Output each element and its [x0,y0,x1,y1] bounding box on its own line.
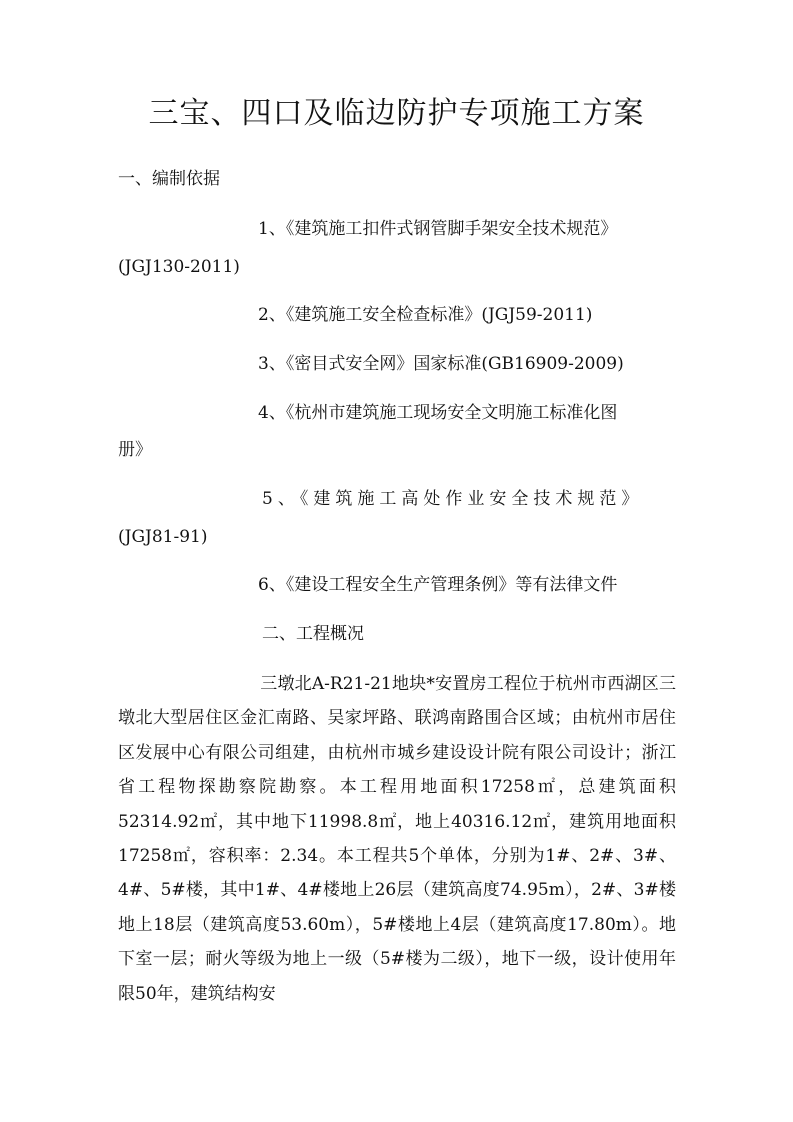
basis-item-4-cont: 册》 [118,440,152,460]
basis-item-5: 5、《建筑施工高处作业安全技术规范》 [262,489,644,509]
basis-item-5-cont: (JGJ81-91) [118,527,208,547]
basis-item-2: 2、《建筑施工安全检查标准》(JGJ59-2011) [258,305,593,325]
basis-item-1-cont: (JGJ130-2011) [118,257,240,277]
overview-paragraph [118,667,676,1011]
basis-item-6: 6、《建设工程安全生产管理条例》等有法律文件 [258,575,618,595]
basis-item-1: 1、《建筑施工扣件式钢管脚手架安全技术规范》 [258,219,618,239]
basis-item-3: 3、《密目式安全网》国家标准(GB16909-2009) [258,354,624,374]
overview-text: 三墩北A-R21-21地块*安置房工程位于杭州市西湖区三墩北大型居住区金汇南路、吴家坪路、联鸿南路围合区域；由杭州市居住区发展中心有限公司组建，由杭州市城乡建设设计院有限公司设计；浙江省工程物探勘察院勘察。本工程用地面积17258㎡，总建筑面积52314.92㎡，其中地下11998.8㎡，地上40316.12㎡，建筑用地面积17258㎡，容积率：2.34。本工程共5个单体，分别为1#、2#、3#、4#、5#楼，其中1#、4#楼地上26层（建筑高度74.95m），2#、3#楼地上18层（建筑高度53.60m），5#楼地上4层（建筑高度17.80m）。地下室一层；耐火等级为地上一级（5#楼为二级），地下一级，设计使用年限50年，建筑结构安 [118,674,676,1004]
section-heading-overview: 二、工程概况 [262,624,364,644]
section-heading-basis: 一、编制依据 [118,169,220,189]
basis-item-4: 4、《杭州市建筑施工现场安全文明施工标准化图 [258,403,618,423]
document-title: 三宝、四口及临边防护专项施工方案 [148,96,645,131]
